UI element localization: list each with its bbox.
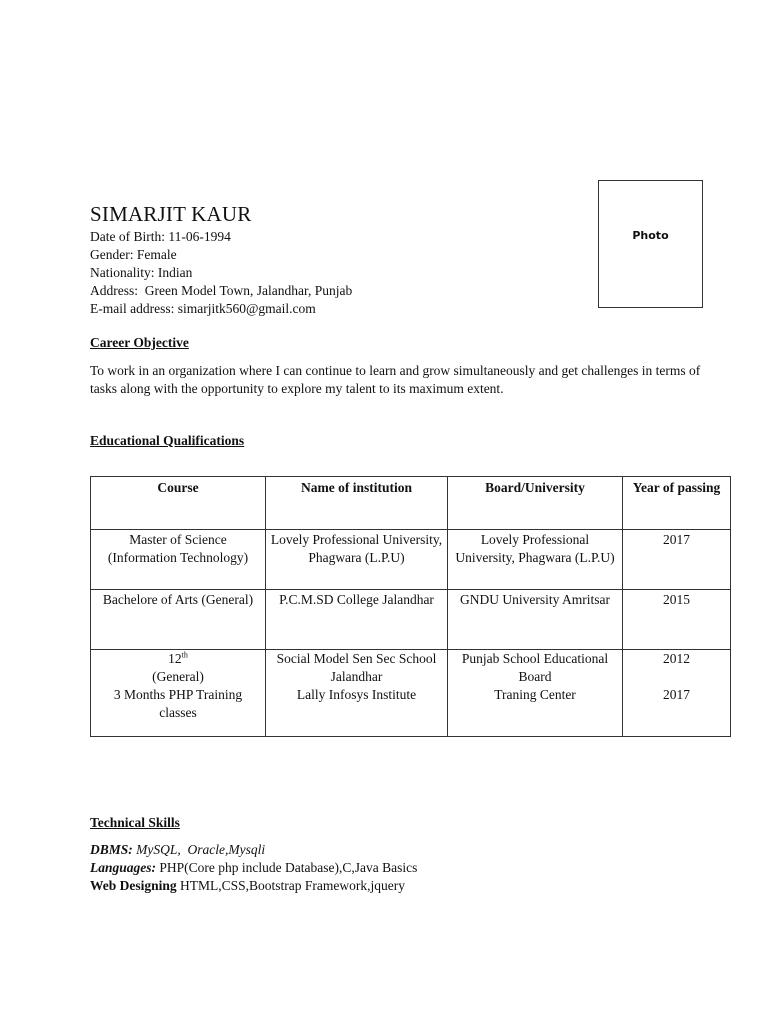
- course-grade: 12th: [168, 650, 188, 666]
- cell-year: 2017: [623, 686, 731, 737]
- cell-board: Punjab School Educational Board: [448, 650, 623, 687]
- cell-institution: P.C.M.SD College Jalandhar: [266, 590, 448, 650]
- skill-label: Languages:: [90, 860, 157, 875]
- cell-institution: Lally Infosys Institute: [266, 686, 448, 737]
- table-row: [91, 530, 731, 590]
- skill-value: PHP(Core php include Database),C,Java Basics: [156, 860, 418, 875]
- column-header-institution: Name of institution: [266, 477, 448, 530]
- skill-value: HTML,CSS,Bootstrap Framework,jquery: [176, 878, 406, 893]
- gender: Gender: Female: [90, 247, 177, 262]
- cell-year: 2012: [623, 650, 731, 687]
- cell-board: GNDU University Amritsar: [448, 590, 623, 650]
- cell-board: Traning Center: [448, 686, 623, 737]
- photo-placeholder: [598, 180, 703, 308]
- cell-year: 2015: [623, 590, 731, 650]
- personal-details: [90, 228, 352, 318]
- skill-label: DBMS:: [90, 842, 133, 857]
- column-header-year: Year of passing: [623, 477, 731, 530]
- candidate-name: SIMARJIT KAUR: [90, 202, 252, 226]
- address: Address: Green Model Town, Jalandhar, Punjab: [90, 283, 353, 298]
- table-row: [91, 650, 731, 687]
- skills-list: [90, 841, 417, 895]
- nationality: Nationality: Indian: [90, 265, 193, 280]
- table-header-row: [91, 477, 731, 530]
- career-objective-heading: Career Objective: [90, 335, 189, 350]
- cell-course: 3 Months PHP Training classes: [91, 686, 266, 737]
- skill-value: MySQL, Oracle,Mysqli: [132, 842, 266, 857]
- column-header-course: Course: [91, 477, 266, 530]
- cell-institution: Social Model Sen Sec School Jalandhar: [266, 650, 448, 687]
- cell-course: Bachelore of Arts (General): [91, 590, 266, 650]
- email-address: E-mail address: simarjitk560@gmail.com: [90, 301, 316, 316]
- table-row: [91, 590, 731, 650]
- cell-institution: Lovely Professional University, Phagwara (L.P.U): [266, 530, 448, 590]
- cell-course: Master of Science (Information Technology): [91, 530, 266, 590]
- education-table: [90, 476, 731, 737]
- technical-skills-heading: Technical Skills: [90, 815, 180, 830]
- cell-course: [91, 650, 266, 687]
- course-stream: (General): [152, 669, 204, 684]
- skill-languages: [90, 859, 417, 877]
- education-heading: Educational Qualifications: [90, 433, 245, 448]
- photo-label: Photo: [632, 229, 669, 242]
- skill-label: Web Designing: [90, 878, 177, 893]
- career-objective-text: To work in an organization where I can continue to learn and grow simultaneously and get challenges in terms of tasks along with the opportunity to explore my talent to its maximum extent.: [90, 363, 701, 396]
- column-header-board: Board/University: [448, 477, 623, 530]
- table-row: [91, 686, 731, 737]
- cell-board: Lovely Professional University, Phagwara (L.P.U): [448, 530, 623, 590]
- skill-web-designing: [90, 877, 417, 895]
- cell-year: 2017: [623, 530, 731, 590]
- date-of-birth: Date of Birth: 11-06-1994: [90, 229, 231, 244]
- skill-dbms: [90, 841, 417, 859]
